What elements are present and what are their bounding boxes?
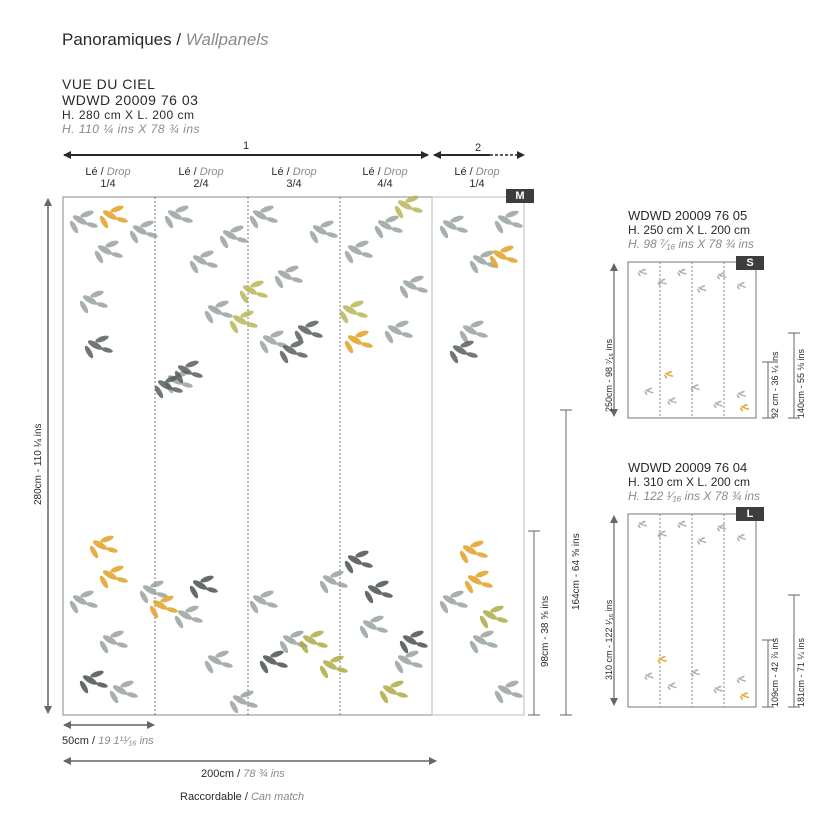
d164-label: 164cm - 64 ⅝ ins [571,533,582,610]
total-width-label: 200cm / 78 ¾ ins [201,768,285,780]
variant-s-d2-label: 140cm - 55 ⅛ ins [796,348,806,418]
drop-label-4: Lé / Drop 4/4 [362,166,408,190]
height-label: 280cm - 110 ¼ ins [33,423,44,505]
drop-width-label: 50cm / 19 1¹¹⁄₁₆ ins [62,735,154,747]
variant-l-info [628,460,760,503]
variant-s-info [628,208,754,251]
drop-label-1: Lé / Drop 1/4 [85,166,131,190]
group-2-label: 2 [475,142,482,154]
drop-label-3: Lé / Drop 3/4 [271,166,317,190]
variant-l-size-in: H. 122 ¹⁄₁₆ ins X 78 ¾ ins [628,489,761,503]
drop-label-5: Lé / Drop 1/4 [454,166,500,190]
variant-s-height-label: 250cm - 98 ⁷⁄₁₆ ins [604,339,614,412]
product-name: VUE DU CIEL [62,76,156,92]
product-size-in: H. 110 ¼ ins X 78 ¾ ins [62,122,201,136]
page-title: Panoramiques / Wallpanels [62,30,269,49]
variant-l-code: WDWD 20009 76 04 [628,460,748,475]
main-panel [63,194,524,715]
variant-l-d1-label: 109cm - 42 ⅞ ins [770,637,780,707]
variant-s-d1-label: 92 cm - 36 ¼ ins [770,351,780,418]
variant-l-size-cm: H. 310 cm X L. 200 cm [628,475,751,489]
variant-s-code: WDWD 20009 76 05 [628,208,748,223]
d98-label: 98cm - 38 ⅝ ins [540,595,551,667]
variant-l-height-label: 310 cm - 122 ¹⁄₁₆ ins [604,599,614,680]
match-label: Raccordable / Can match [180,791,305,803]
drop-label-2: Lé / Drop 2/4 [178,166,224,190]
group-1-label: 1 [243,140,250,152]
product-size-cm: H. 280 cm X L. 200 cm [62,108,195,122]
product-code: WDWD 20009 76 03 [62,92,199,108]
size-badge-m: M [506,189,534,203]
variant-l-d2-label: 181cm - 71 ¼ ins [796,637,806,707]
variant-s-size-in: H. 98 ⁷⁄₁₆ ins X 78 ¾ ins [628,237,754,251]
size-badge-l: L [736,507,764,521]
variant-s-size-cm: H. 250 cm X L. 200 cm [628,223,751,237]
size-badge-s: S [736,256,764,270]
